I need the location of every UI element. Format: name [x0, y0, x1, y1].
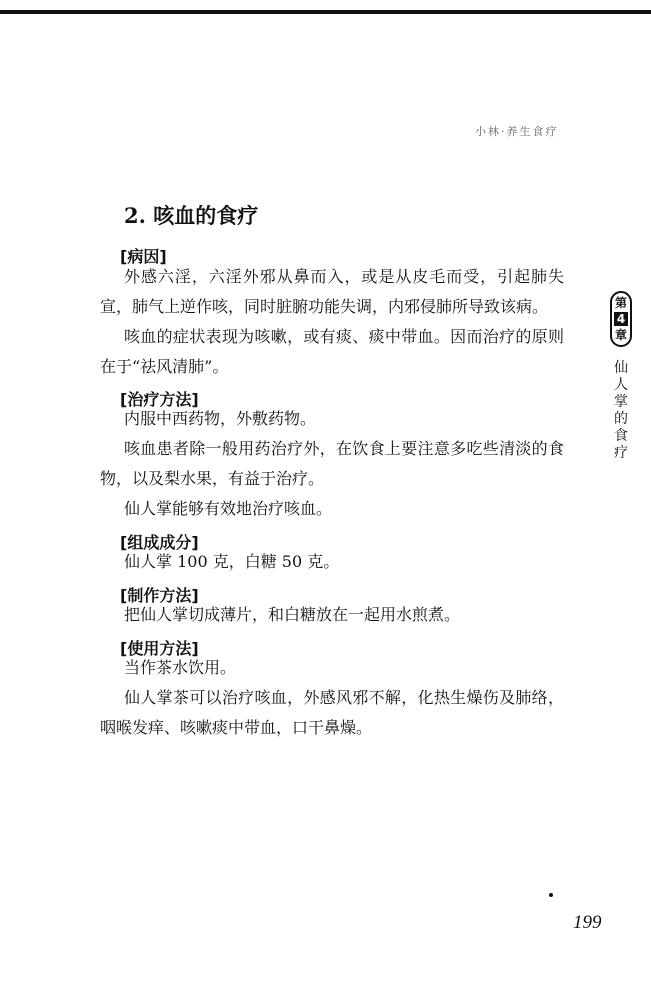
tag-cause: [病因]	[120, 247, 167, 266]
paragraph-usage-1: 当作茶水饮用。	[124, 658, 237, 677]
paragraph-treatment-3: 仙人掌能够有效地治疗咳血。	[124, 499, 333, 518]
decorative-dot	[549, 893, 553, 897]
tag-treatment: [治疗方法]	[120, 390, 199, 409]
paragraph-treatment-1: 内服中西药物，外敷药物。	[124, 409, 317, 428]
paragraph-cause-2: 咳血的症状表现为咳嗽，或有痰、痰中带血。因而治疗的原则在于“祛风清肺”。	[100, 327, 564, 376]
paragraph-usage-2: 仙人掌茶可以治疗咳血，外感风邪不解，化热生燥伤及肺络，咽喉发痒、咳嗽痰中带血，口干鼻燥。	[100, 688, 564, 737]
tag-ingredients: [组成成分]	[120, 533, 199, 552]
paragraph-preparation-1: 把仙人掌切成薄片，和白糖放在一起用水煎煮。	[124, 605, 461, 624]
running-head: 小林·养生食疗	[475, 125, 559, 138]
paragraph-cause-1: 外感六淫，六淫外邪从鼻而入，或是从皮毛而受，引起肺失宣，肺气上逆作咳，同时脏腑功能失调，内邪侵肺所导致该病。	[100, 267, 564, 316]
page-number: 199	[573, 912, 602, 933]
chapter-tab-suffix: 章	[614, 328, 627, 342]
chapter-tab-number: 4	[614, 312, 628, 326]
chapter-tab-prefix: 第	[614, 296, 627, 310]
tag-usage: [使用方法]	[120, 639, 199, 658]
chapter-side-title: 仙人掌的食疗	[614, 360, 628, 461]
paragraph-ingredients-1: 仙人掌 100 克，白糖 50 克。	[124, 552, 340, 571]
paragraph-treatment-2: 咳血患者除一般用药治疗外，在饮食上要注意多吃些清淡的食物，以及梨水果，有益于治疗。	[100, 439, 564, 488]
section-title: 2. 咳血的食疗	[124, 203, 259, 228]
top-rule	[0, 10, 651, 14]
chapter-tab	[610, 291, 632, 347]
tag-preparation: [制作方法]	[120, 586, 199, 605]
